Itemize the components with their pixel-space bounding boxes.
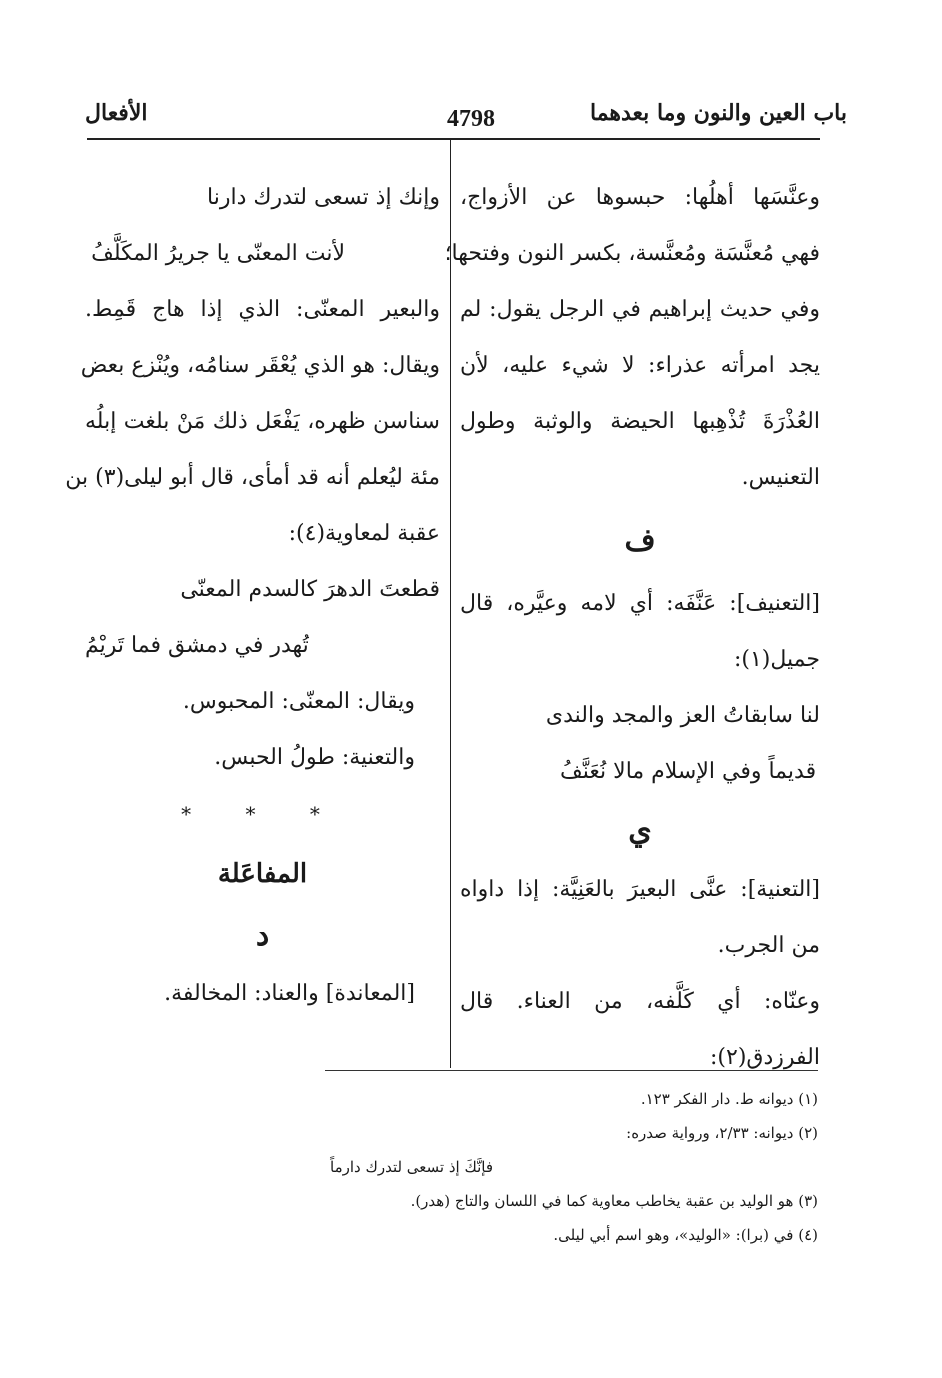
- text-line: العُذْرَةَ تُذْهِبها الحيضة والوثبة وطول: [460, 409, 820, 434]
- verse-line: تُهدر في دمشق فما تَريْمُ: [85, 633, 309, 658]
- footnote-1: (١) ديوانه ط. دار الفكر ١٢٣.: [640, 1090, 818, 1108]
- text-line: عقبة لمعاوية(٤):: [288, 521, 440, 546]
- text-line: ويقال: المعنّى: المحبوس.: [182, 689, 415, 714]
- text-line: فهي مُعنَّسَة ومُعنَّسة، بكسر النون وفتحها؛: [444, 241, 820, 266]
- text-line: يجد امرأته عذراء: لا شيء عليه، لأن: [460, 353, 820, 378]
- section-title: الأفعال: [85, 100, 148, 126]
- footnote-2: (٢) ديوانه: ٢/٣٣، ورواية صدره:: [626, 1124, 818, 1142]
- text-line: سناسن ظهره، يَفْعَل ذلك مَنْ بلغت إبلُه: [85, 409, 440, 434]
- verse-line: وإنك إذ تسعى لتدرك دارنا: [207, 185, 440, 210]
- letter-heading-ya: ي: [628, 813, 652, 848]
- entry-muanada: [المعاندة] والعناد: المخالفة.: [164, 981, 415, 1006]
- text-line: وعنّاه: أي كَلَّفه، من العناء. قال: [460, 989, 820, 1014]
- footnote-4: (٤) في (برا): «الوليد»، وهو اسم أبي ليلى.: [553, 1226, 818, 1244]
- text-line: مئة ليُعلم أنه قد أمأى، قال أبو ليلى(٣) بن: [65, 465, 440, 490]
- footnote-rule: [325, 1070, 818, 1071]
- right-column: [444, 170, 820, 1086]
- letter-heading-dal: د: [255, 918, 270, 953]
- footnote-verse: فإنَّكَ إذ تسعى لتدرك دارماً: [330, 1158, 494, 1176]
- text-line: التعنيس.: [741, 465, 820, 490]
- text-line: ويقال: هو الذي يُعْقَر سنامُه، ويُنْزع بعض: [80, 353, 440, 378]
- verse-line: لنا سابقاتُ العز والمجد والندى: [545, 703, 820, 728]
- text-line: والبعير المعنّى: الذي إذا هاج قَمِط.: [85, 297, 440, 322]
- left-column: [65, 170, 440, 1022]
- verse-line: لأنت المعنّى يا جريرُ المكَلَّفُ: [91, 241, 345, 266]
- verse-line: قديماً وفي الإسلام مالا نُعَنَّفُ: [560, 759, 817, 784]
- text-line: وعنَّسَها أهلُها: حبسوها عن الأزواج،: [460, 185, 820, 210]
- letter-heading-fa: ف: [624, 523, 656, 558]
- text-line: جميل(١):: [733, 647, 820, 672]
- footnotes: [330, 1082, 818, 1252]
- text-line: وفي حديث إبراهيم في الرجل يقول: لم: [460, 297, 820, 322]
- text-line: الفرزدق(٢):: [710, 1045, 820, 1070]
- section-heading: المفاعَلة: [217, 859, 308, 889]
- entry-tanif: [التعنيف]: عَنَّفَه: أي لامه وعيَّره، قال: [460, 591, 820, 616]
- chapter-title: باب العين والنون وما بعدهما: [589, 100, 847, 126]
- verse-line: قطعتَ الدهرَ كالسدم المعنّى: [180, 577, 440, 602]
- text-line: والتعنية: طولُ الحبس.: [214, 745, 415, 770]
- header-rule: [87, 138, 820, 140]
- entry-taniya: [التعنية]: عنَّى البعيرَ بالعَنِيَّة: إذا داواه: [460, 877, 820, 902]
- footnote-3: (٣) هو الوليد بن عقبة يخاطب معاوية كما في اللسان والتاج (هدر).: [410, 1192, 818, 1210]
- page-number: 4798: [447, 106, 495, 132]
- text-line: من الجرب.: [717, 933, 820, 958]
- separator-stars: * * *: [181, 802, 344, 826]
